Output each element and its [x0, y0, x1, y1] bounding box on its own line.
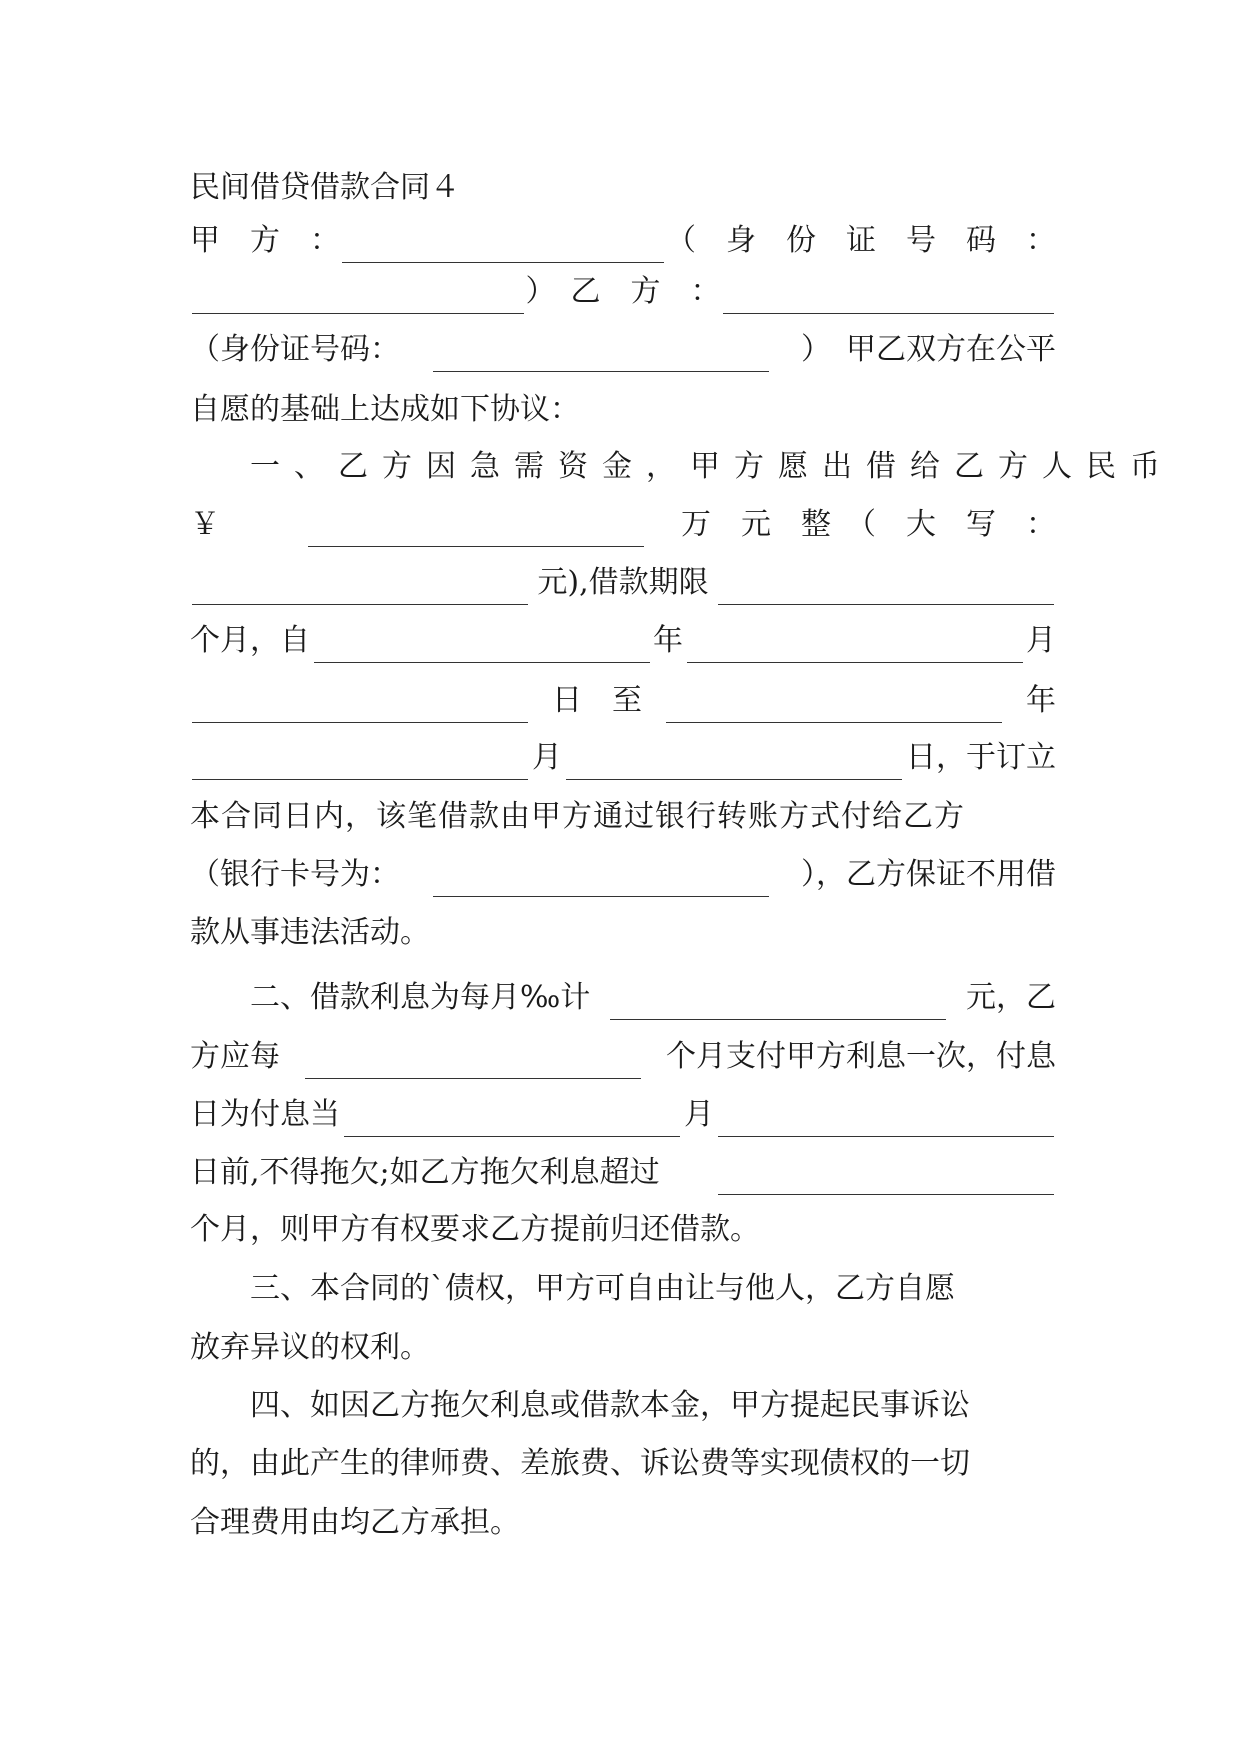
- party-b-id-label: （身份证号码：: [190, 332, 400, 367]
- line-payment-day: [190, 1095, 1056, 1135]
- end-day-label: 日，于订立: [906, 740, 1056, 775]
- line-transfer: [190, 797, 1056, 837]
- line-clause-4: [190, 1386, 1056, 1426]
- start-year-blank[interactable]: [314, 636, 650, 663]
- line-illegal: [190, 913, 1056, 953]
- line-end-date: [190, 681, 1056, 721]
- party-a-label: 甲 方 ：: [190, 223, 340, 258]
- end-day-blank[interactable]: [566, 753, 902, 780]
- line-bank-card: [190, 855, 1056, 895]
- interest-text: 二、借款利息为每月‰计: [250, 980, 591, 1015]
- costs-text: 的，由此产生的律师费、差旅费、诉讼费等实现债权的一切: [190, 1446, 970, 1481]
- payment-day-label: 日为付息当: [190, 1097, 340, 1132]
- bank-card-suffix: ），乙方保证不用借: [801, 857, 1056, 892]
- clause-3-text: 三、本合同的`债权，甲方可自由让与他人，乙方自愿: [250, 1271, 955, 1306]
- party-b-name-blank[interactable]: [723, 287, 1055, 314]
- transfer-text: 本合同日内，该笔借款由甲方通过银行转账方式付给乙方: [190, 799, 965, 834]
- amount-uppercase-label: 万 元 整 （ 大 写 ：: [681, 507, 1056, 542]
- line-interest-period: [190, 1037, 1056, 1077]
- amount-uppercase-blank[interactable]: [192, 578, 528, 605]
- party-b-id-blank[interactable]: [433, 345, 769, 372]
- end-month-blank[interactable]: [192, 753, 528, 780]
- line-party-b: [190, 272, 1056, 312]
- id-number-label: （ 身 份 证 号 码 ：: [666, 223, 1056, 258]
- line-clause-2: [190, 978, 1056, 1018]
- start-day-blank[interactable]: [192, 696, 528, 723]
- loan-term-blank[interactable]: [718, 578, 1054, 605]
- line-overdue: [190, 1153, 1056, 1193]
- line-loan-term: [190, 563, 1056, 603]
- line-early-repay: [190, 1210, 1056, 1250]
- payment-month-blank[interactable]: [344, 1110, 680, 1137]
- line-waive: [190, 1328, 1056, 1368]
- day-to-label: 日 至: [552, 683, 642, 718]
- clause-4-text: 四、如因乙方拖欠利息或借款本金，甲方提起民事诉讼: [250, 1388, 970, 1423]
- line-clause-3: [190, 1269, 1056, 1309]
- line-costs: [190, 1444, 1056, 1484]
- illegal-activity-text: 款从事违法活动。: [190, 915, 430, 950]
- month-label: 月: [1026, 623, 1056, 658]
- agreement-intro-text: ） 甲乙双方在公平: [801, 332, 1056, 367]
- overdue-months-blank[interactable]: [718, 1168, 1054, 1195]
- waive-text: 放弃异议的权利。: [190, 1330, 430, 1365]
- line-borne: [190, 1503, 1056, 1543]
- line-party-a: [190, 221, 1056, 261]
- bank-card-label: （银行卡号为：: [190, 857, 400, 892]
- interest-period-text: 个月支付甲方利息一次，付息: [666, 1039, 1056, 1074]
- line-end-date-2: [190, 738, 1056, 778]
- year-label: 年: [653, 623, 683, 658]
- line-start-date: [190, 621, 1056, 661]
- line-amount: [190, 505, 1056, 545]
- amount-blank[interactable]: [308, 520, 644, 547]
- overdue-text: 日前,不得拖欠;如乙方拖欠利息超过: [190, 1155, 660, 1190]
- clause-1-text: 一、乙方因急需资金，甲方愿出借给乙方人民币: [250, 449, 1174, 484]
- party-a-id-blank[interactable]: [192, 287, 524, 314]
- payment-day-blank[interactable]: [718, 1110, 1054, 1137]
- end-year-blank[interactable]: [666, 696, 1002, 723]
- payment-month-label: 月: [684, 1097, 714, 1132]
- end-month-label: 月: [532, 740, 562, 775]
- line-intro: [190, 390, 1056, 430]
- interest-period-label: 方应每: [190, 1039, 280, 1074]
- end-year-label: 年: [1026, 683, 1056, 718]
- interest-period-blank[interactable]: [305, 1052, 641, 1079]
- months-from-label: 个月，自: [190, 623, 310, 658]
- intro-text: 自愿的基础上达成如下协议：: [190, 392, 580, 427]
- bank-card-blank[interactable]: [433, 870, 769, 897]
- interest-suffix: 元，乙: [965, 980, 1056, 1015]
- yuan-symbol: ￥: [190, 507, 220, 542]
- party-b-label: ） 乙 方 ：: [525, 274, 721, 309]
- document-title: 民间借贷借款合同４: [190, 170, 460, 205]
- loan-term-label: 元),借款期限: [537, 565, 709, 600]
- line-party-b-id: [190, 330, 1056, 370]
- party-a-name-blank[interactable]: [342, 236, 664, 263]
- borne-text: 合理费用由均乙方承担。: [190, 1505, 520, 1540]
- interest-amount-blank[interactable]: [610, 993, 946, 1020]
- early-repay-text: 个月，则甲方有权要求乙方提前归还借款。: [190, 1212, 760, 1247]
- start-month-blank[interactable]: [687, 636, 1023, 663]
- line-clause-1: [190, 447, 1174, 487]
